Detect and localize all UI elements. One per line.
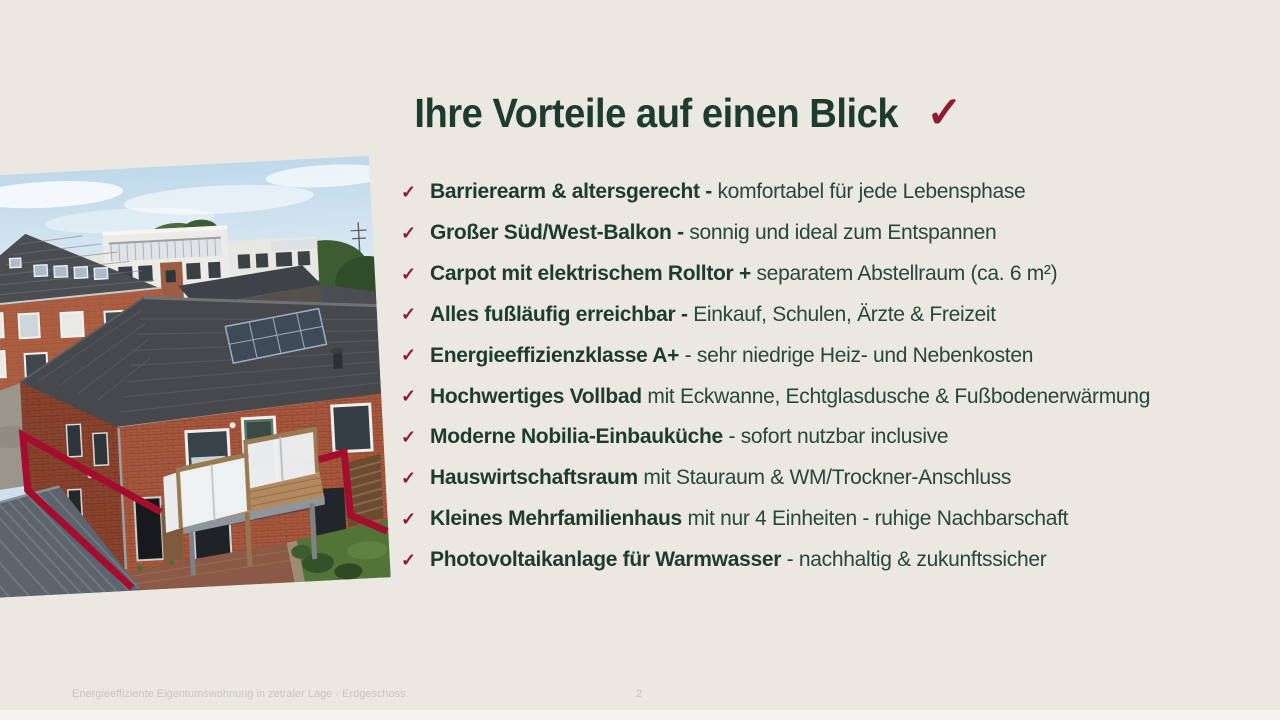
- check-icon: ✓: [401, 426, 417, 447]
- balcony-post: [312, 503, 315, 559]
- benefit-text: Großer Süd/West-Balkon - sonnig und ideal zum Entspannen: [430, 221, 997, 245]
- balcony-post: [191, 532, 193, 576]
- check-icon: ✓: [401, 263, 417, 284]
- check-icon: ✓: [401, 304, 417, 325]
- benefit-item: [401, 213, 1150, 254]
- slide-title-text: Ihre Vorteile auf einen Blick: [414, 90, 899, 136]
- benefit-item: [401, 376, 1150, 417]
- benefits-list: [401, 172, 1150, 580]
- page-number: 2: [636, 688, 643, 700]
- property-photo: [0, 156, 391, 598]
- benefit-item: [401, 499, 1150, 540]
- check-icon: ✓: [401, 549, 417, 570]
- benefit-item: [401, 458, 1150, 499]
- slide-title: [396, 88, 962, 138]
- benefit-item: [401, 540, 1150, 581]
- benefit-item: [401, 295, 1150, 336]
- benefit-text: Alles fußläufig erreichbar - Einkauf, Schulen, Ärzte & Freizeit: [430, 302, 996, 326]
- benefit-text: Carpot mit elektrischem Rolltor + separatem Abstellraum (ca. 6 m²): [430, 262, 1058, 286]
- check-icon: ✓: [401, 508, 417, 529]
- benefit-text: Hochwertiges Vollbad mit Eckwanne, Echtglasdusche & Fußbodenerwärmung: [430, 384, 1151, 408]
- benefit-item: [401, 417, 1150, 458]
- benefit-text: Kleines Mehrfamilienhaus mit nur 4 Einheiten - ruhige Nachbarschaft: [430, 507, 1069, 531]
- check-icon: ✓: [401, 181, 417, 202]
- benefit-item: [401, 254, 1150, 295]
- balcony-post: [247, 513, 250, 567]
- benefit-item: [401, 172, 1150, 213]
- benefit-text: Photovoltaikanlage für Warmwasser - nachhaltig & zukunftssicher: [430, 548, 1047, 572]
- title-check-icon: ✓: [926, 89, 962, 137]
- benefit-text: Energieeffizienzklasse A+ - sehr niedrige Heiz- und Nebenkosten: [430, 343, 1034, 367]
- check-icon: ✓: [401, 345, 417, 366]
- footer-title: Energieeffiziente Eigentumswohnung in zetraler Lage - Erdgeschoss: [72, 688, 406, 700]
- benefit-text: Hauswirtschaftsraum mit Stauraum & WM/Trockner-Anschluss: [430, 466, 1012, 490]
- benefit-item: [401, 335, 1150, 376]
- benefit-text: Barrierearm & altersgerecht - komfortabel für jede Lebensphase: [430, 180, 1026, 204]
- check-icon: ✓: [401, 467, 417, 488]
- roof-vent: [333, 351, 343, 368]
- property-photo-illustration: [0, 156, 391, 598]
- footer-band: [0, 710, 1280, 720]
- benefit-text: Moderne Nobilia-Einbauküche - sofort nutzbar inclusive: [430, 425, 949, 449]
- check-icon: ✓: [401, 222, 417, 243]
- check-icon: ✓: [401, 386, 417, 407]
